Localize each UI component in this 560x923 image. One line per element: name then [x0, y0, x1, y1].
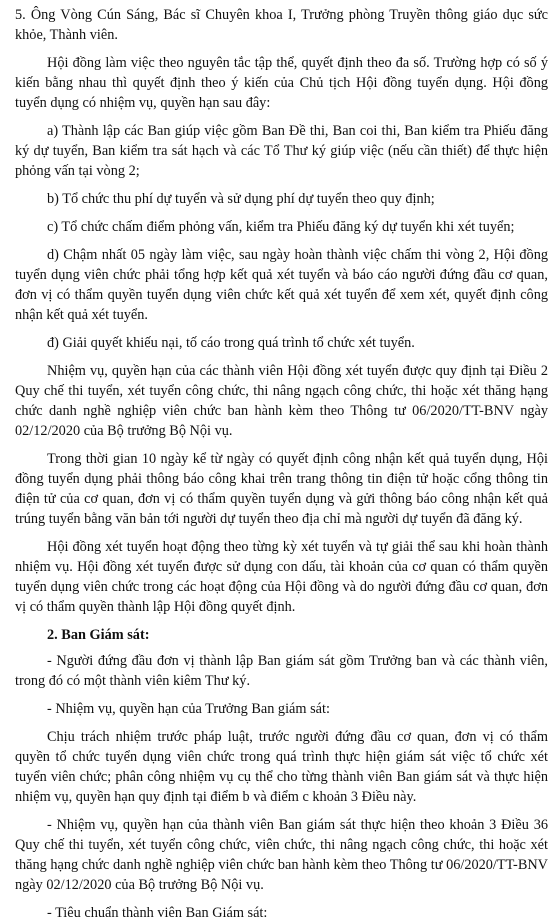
- duty-d-paragraph: d) Chậm nhất 05 ngày làm việc, sau ngày hoàn thành việc chấm thi vòng 2, Hội đồng tuyển dụng viên chức phải tổng hợp kết quả xét tuyển và báo cáo người đứng đầu cơ quan, đơn vị có thẩm quyền tuyển dụng viên chức kết quả xét tuyển để xem xét, quyết định công nhận kết quả xét tuyển.: [15, 247, 548, 323]
- section-heading-supervision-board: 2. Ban Giám sát:: [47, 627, 150, 643]
- duty-dd-paragraph: đ) Giải quyết khiếu nại, tố cáo trong quá trình tổ chức xét tuyển.: [47, 335, 415, 351]
- duty-a-paragraph: a) Thành lập các Ban giúp việc gồm Ban Đề thi, Ban coi thi, Ban kiểm tra Phiếu đăng ký dự tuyển, Ban kiểm tra sát hạch và các Tổ Thư ký giúp việc (nếu cần thiết) để thực hiện phỏng vấn tại vòng 2;: [15, 123, 548, 179]
- duty-c-paragraph: c) Tổ chức chấm điểm phỏng vấn, kiểm tra Phiếu đăng ký dự tuyển khi xét tuyển;: [47, 219, 515, 235]
- announcement-paragraph: Trong thời gian 10 ngày kể từ ngày có quyết định công nhận kết quả tuyển dụng, Hội đồng tuyển dụng phải thông báo công khai trên trang thông tin điện tử hoặc cổng thông tin điện tử của cơ quan, đơn vị có thẩm quyền tuyển dụng và gửi thông báo công nhận kết quả trúng tuyển bằng văn bản tới người dự tuyển theo địa chỉ mà người dự tuyển đã đăng ký.: [15, 451, 548, 527]
- head-duties-paragraph: Chịu trách nhiệm trước pháp luật, trước người đứng đầu cơ quan, đơn vị có thẩm quyền tổ chức tuyển dụng viên chức trong quá trình thực hiện giám sát việc tổ chức xét tuyển viên chức; phân công nhiệm vụ cụ thể cho từng thành viên Ban giám sát và thực hiện nhiệm vụ, quyền hạn quy định tại điểm b và điểm c khoản 3 Điều này.: [15, 729, 548, 805]
- council-dissolution-paragraph: Hội đồng xét tuyển hoạt động theo từng kỳ xét tuyển và tự giải thể sau khi hoàn thành nhiệm vụ. Hội đồng xét tuyển được sử dụng con dấu, tài khoản của cơ quan có thẩm quyền tuyển dụng viên chức trong các hoạt động của Hội đồng và do người đứng đầu cơ quan, đơn vị có thẩm quyền thành lập Hội đồng quyết định.: [15, 539, 548, 615]
- member-5-line: 5. Ông Vòng Cún Sáng, Bác sĩ Chuyên khoa I, Trưởng phòng Truyền thông giáo dục sức khỏe, Thành viên.: [15, 7, 548, 43]
- board-member-duties-paragraph: - Nhiệm vụ, quyền hạn của thành viên Ban giám sát thực hiện theo khoản 3 Điều 36 Quy chế thi tuyển, xét tuyển công chức, viên chức, thi nâng ngạch công chức, thi hoặc xét thăng hạng chức danh nghề nghiệp viên chức ban hành kèm theo Thông tư 06/2020/TT-BNV ngày 02/12/2020 của Bộ trưởng Bộ Nội vụ.: [15, 817, 548, 893]
- head-duties-heading: - Nhiệm vụ, quyền hạn của Trưởng Ban giám sát:: [47, 701, 330, 717]
- duty-b-paragraph: b) Tổ chức thu phí dự tuyển và sử dụng phí dự tuyển theo quy định;: [47, 191, 435, 207]
- council-principles-paragraph: Hội đồng làm việc theo nguyên tắc tập thể, quyết định theo đa số. Trường hợp có số ý kiến bằng nhau thì quyết định theo ý kiến của Chủ tịch Hội đồng tuyển dụng. Hội đồng tuyển dụng có nhiệm vụ, quyền hạn sau đây:: [15, 55, 548, 111]
- supervision-board-establishment-paragraph: - Người đứng đầu đơn vị thành lập Ban giám sát gồm Trưởng ban và các thành viên, trong đó có một thành viên kiêm Thư ký.: [15, 653, 548, 689]
- board-member-criteria-heading: - Tiêu chuẩn thành viên Ban Giám sát:: [47, 905, 268, 921]
- member-duties-paragraph: Nhiệm vụ, quyền hạn của các thành viên Hội đồng xét tuyển được quy định tại Điều 2 Quy chế thi tuyển, xét tuyển công chức, thi nâng ngạch công chức, thi hoặc xét thăng hạng chức danh nghề nghiệp viên chức ban hành kèm theo Thông tư 06/2020/TT-BNV ngày 02/12/2020 của Bộ trưởng Bộ Nội vụ.: [15, 363, 548, 439]
